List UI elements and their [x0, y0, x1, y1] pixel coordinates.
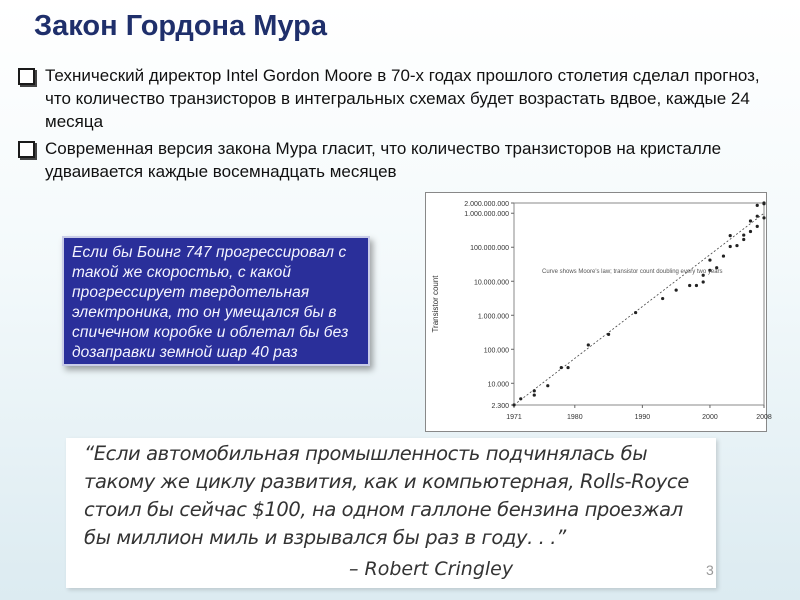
data-point	[512, 403, 515, 406]
data-point	[756, 215, 759, 218]
data-point	[566, 366, 569, 369]
x-tick-label: 1971	[506, 414, 522, 421]
data-point	[634, 311, 637, 314]
data-point	[519, 397, 522, 400]
bullet-item	[18, 64, 778, 133]
quote-text: “Если автомобильная промышленность подчинялась бы такому же циклу развития, как и компьютерная, Rolls-Royce стоил бы сейчас $100, на одном галлоне бензина проезжал бы миллион миль и взрывался бы раз в году. . .”	[84, 442, 689, 549]
x-tick-label: 2008	[756, 414, 772, 421]
y-tick-label: 1.000.000.000	[464, 211, 509, 219]
chart-svg	[426, 193, 772, 433]
data-point	[702, 280, 705, 283]
plot-area	[514, 203, 764, 405]
y-tick-label: 1.000.000	[477, 313, 509, 321]
x-tick-label: 1990	[634, 414, 651, 421]
data-point	[675, 288, 678, 291]
chart-annotation: Curve shows Moore's law; transistor count doubling every two years	[542, 269, 723, 275]
data-point	[607, 333, 610, 336]
moores-law-chart	[425, 192, 772, 432]
y-tick-label: 100.000	[483, 347, 509, 355]
data-point	[533, 389, 536, 392]
x-tick-label: 2000	[702, 414, 718, 421]
data-point	[762, 216, 765, 219]
data-point	[722, 254, 725, 257]
data-point	[762, 201, 765, 204]
data-point	[735, 244, 738, 247]
data-point	[729, 234, 732, 237]
bullet-text: Современная версия закона Мура гласит, что количество транзисторов на кристалле удваивается каждые восемнадцать месяцев	[45, 139, 722, 181]
square-bullet-icon	[18, 68, 35, 85]
data-point	[661, 297, 664, 300]
data-point	[695, 284, 698, 287]
y-tick-label: 100.000.000	[470, 245, 509, 253]
data-point	[756, 204, 759, 207]
data-point	[587, 343, 590, 346]
page-number: 3	[706, 562, 714, 578]
data-point	[749, 230, 752, 233]
y-tick-label: 10.000	[487, 381, 509, 389]
data-point	[560, 366, 563, 369]
slide-title: Закон Гордона Мура	[34, 10, 327, 42]
y-tick-label: 10.000.000	[473, 279, 509, 287]
quote-box	[66, 438, 716, 588]
data-point	[708, 258, 711, 261]
boeing-note-box: Если бы Боинг 747 прогрессировал с такой же скоростью, с какой прогрессирует твердотельная электроника, то он умещался бы в спичечном коробке и облетал бы без дозаправки земной шар 40 раз	[62, 236, 370, 366]
data-point	[546, 384, 549, 387]
data-point	[756, 225, 759, 228]
data-point	[688, 284, 691, 287]
y-tick-label: 2.000.000.000	[464, 201, 509, 208]
data-point	[742, 233, 745, 236]
data-point	[729, 245, 732, 248]
data-point	[742, 238, 745, 241]
y-axis-label: Transistor count	[431, 275, 440, 333]
quote-author: – Robert Cringley	[349, 558, 514, 580]
bullet-list	[18, 64, 778, 187]
data-point	[749, 219, 752, 222]
x-tick-label: 1980	[567, 414, 583, 421]
data-point	[533, 393, 536, 396]
bullet-text: Технический директор Intel Gordon Moore в 70-х годах прошлого столетия сделал прогноз, что количество транзисторов в интегральных схемах будет возрастать вдвое, каждые 24 месяца	[45, 66, 760, 131]
square-bullet-icon	[18, 141, 35, 158]
y-tick-label: 2.300	[491, 403, 509, 410]
bullet-item	[18, 137, 778, 183]
